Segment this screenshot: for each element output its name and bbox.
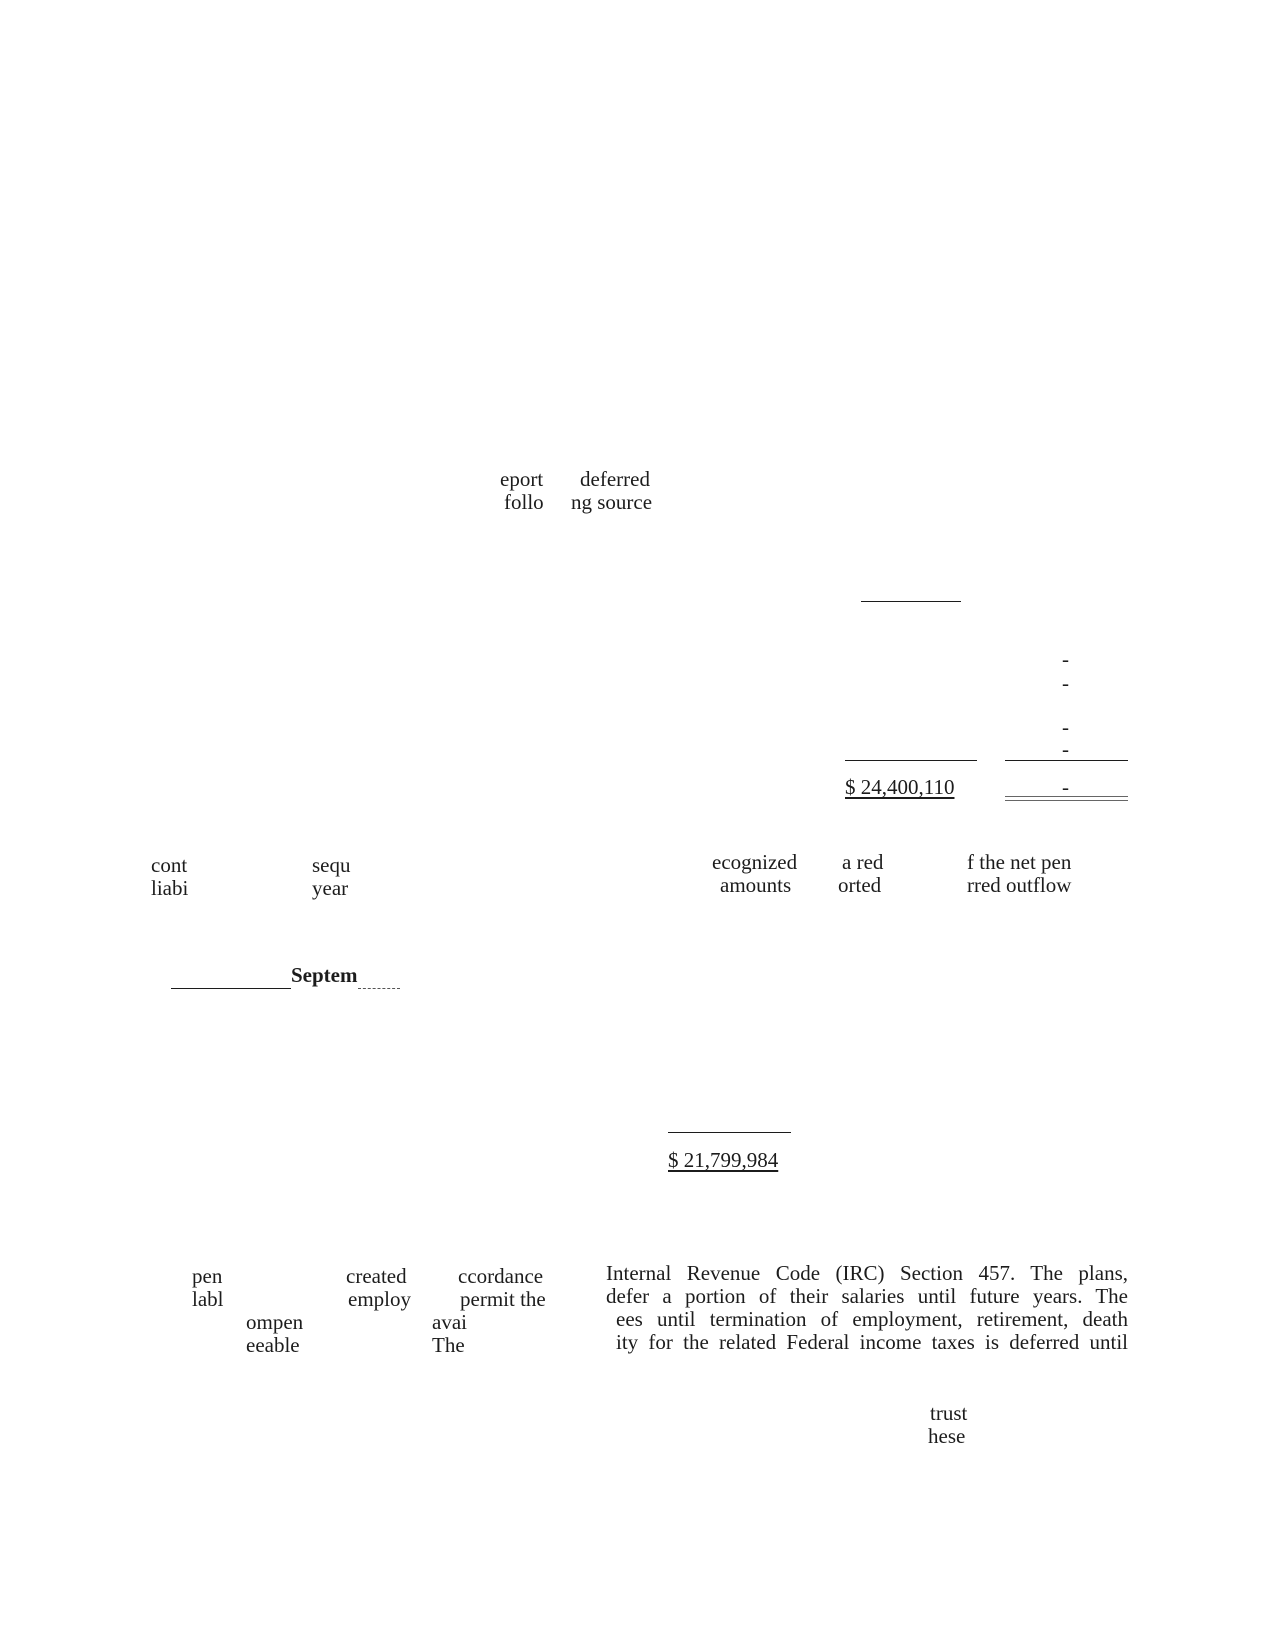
fragment2-right2-1: a red: [842, 850, 884, 874]
fragment2-right1-1: ecognized: [712, 850, 798, 874]
fragment3-col1b-2: eeable: [246, 1333, 300, 1357]
table2-header-tail: [358, 963, 400, 989]
fragment2-left-1: cont: [151, 853, 188, 877]
table2-subtotal-rule: [668, 1132, 791, 1133]
fragment3-col1b-1: ompen: [246, 1310, 304, 1334]
fragment3-paragraph: [606, 1262, 1128, 1354]
fragment4-line-1: trust: [930, 1401, 968, 1425]
fragment3-right-line-2: defer a portion of their salaries until future years. The: [606, 1284, 1128, 1308]
table1-dash-4: -: [1062, 737, 1069, 761]
fragment3-col2-2: employ: [348, 1287, 411, 1311]
table1-dash-2: -: [1062, 671, 1069, 695]
table1-total-dash: -: [1062, 775, 1069, 799]
fragment2-mid-1: sequ: [312, 853, 351, 877]
fragment3-right-line-4: ity for the related Federal income taxes is deferred until: [616, 1330, 1128, 1354]
table2-total-value: $ 21,799,984: [668, 1148, 779, 1172]
fragment2-right1-2: amounts: [720, 873, 792, 897]
table2-header: [291, 964, 400, 987]
fragment2-right2-2: orted: [838, 873, 882, 897]
table1-dash-3: -: [1062, 715, 1069, 739]
fragment1-line2-a: follo: [504, 490, 544, 514]
table1-dash-1: -: [1062, 647, 1069, 671]
fragment1-line1-a: eport: [500, 467, 544, 491]
table2-header-rule-left: [171, 988, 291, 989]
table2-header-text: Septem: [291, 963, 358, 987]
table1-total-double-rule: [1005, 796, 1128, 801]
fragment2-right3-2: rred outflow: [967, 873, 1072, 897]
fragment3-col1-1: pen: [192, 1264, 223, 1288]
fragment3-right-line-1: Internal Revenue Code (IRC) Section 457. The plans,: [606, 1261, 1128, 1285]
table1-total-value: $ 24,400,110: [845, 775, 955, 799]
table1-subtotal-rule-1: [845, 760, 977, 761]
fragment1-line2-b: ng source: [571, 490, 653, 514]
fragment2-left-2: liabi: [151, 876, 189, 900]
fragment3-col1-2: labl: [192, 1287, 224, 1311]
fragment3-col3-4: The: [432, 1333, 465, 1357]
table1-header-rule: [861, 601, 961, 602]
fragment2-right3-1: f the net pen: [967, 850, 1072, 874]
fragment3-col3-3: avai: [432, 1310, 467, 1334]
fragment1-line1-b: deferred: [580, 467, 650, 491]
fragment3-right-line-3: ees until termination of employment, retirement, death: [616, 1307, 1128, 1331]
fragment4-line-2: hese: [928, 1424, 966, 1448]
fragment3-col3-2: permit the: [460, 1287, 546, 1311]
fragment3-col3-1: ccordance: [458, 1264, 544, 1288]
table1-subtotal-rule-2: [1005, 760, 1128, 761]
fragment2-mid-2: year: [312, 876, 349, 900]
fragment3-col2-1: created: [346, 1264, 407, 1288]
